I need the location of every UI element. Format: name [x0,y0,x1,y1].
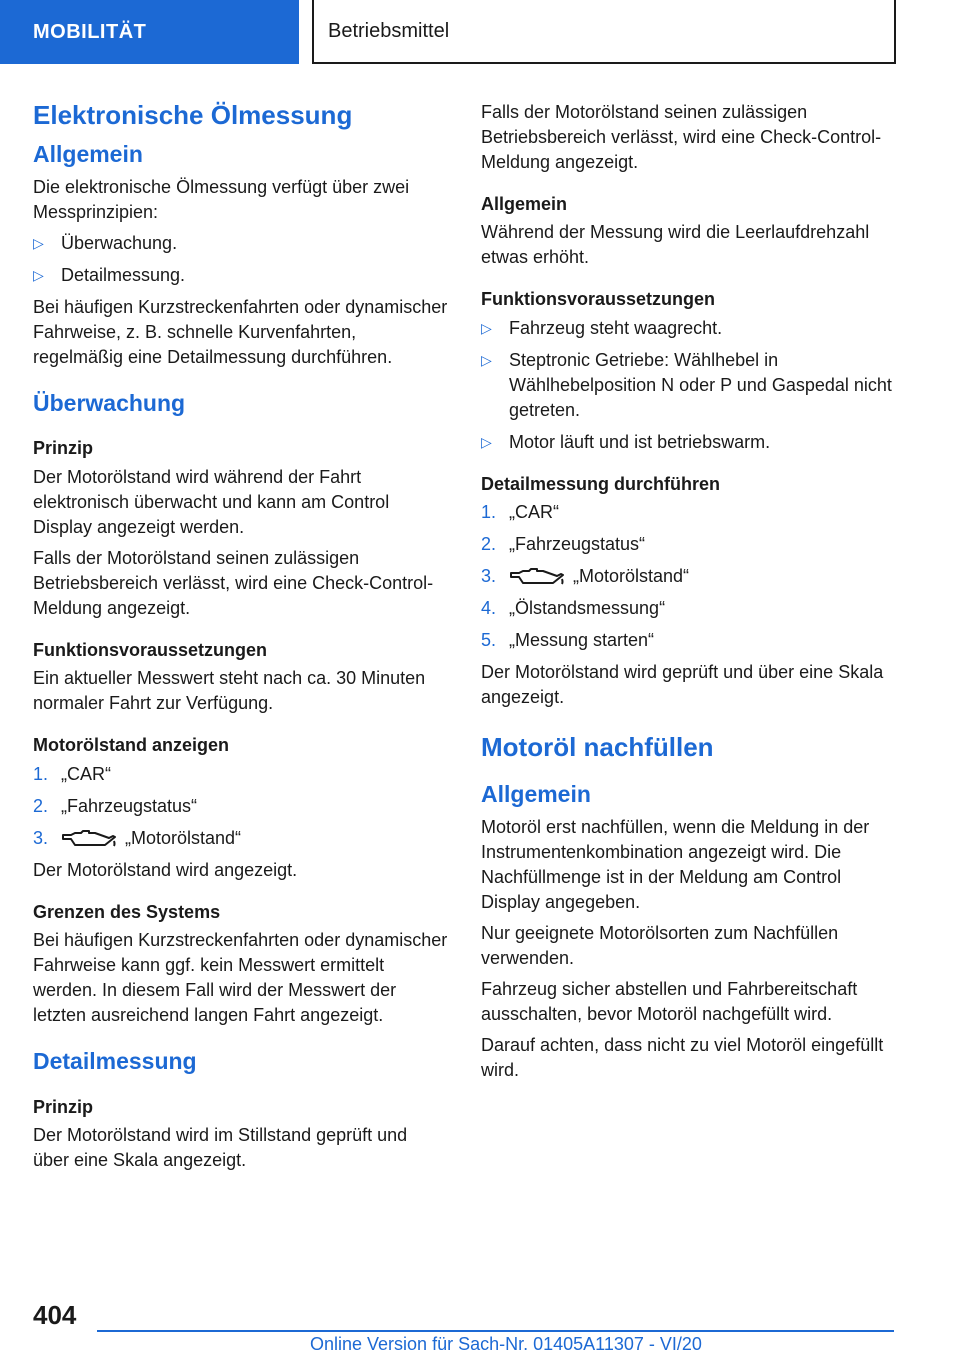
list-item: ▷ Motor läuft und ist betriebswarm. [481,430,899,455]
list-item: 3. „Motorölstand“ [481,566,690,587]
section-tab: MOBILITÄT [0,0,299,64]
list-item: ▷ Detailmessung. [33,263,448,288]
funktionsvoraussetzungen-list [481,316,899,455]
triangle-bullet-icon: ▷ [481,433,492,450]
list-item: 5. „Messung starten“ [481,630,655,651]
list-item: 1. „CAR“ [33,763,111,784]
heading-motoroelstand-anzeigen: Motorölstand anzeigen [33,735,230,756]
detail-steps [481,500,899,653]
prinzip-text-1: Der Motorölstand wird während der Fahrt elektronisch überwacht und kann am Control Display angezeigt werden. [33,466,390,537]
heading-funktionsvoraussetzungen: Funktionsvoraussetzungen [33,639,268,660]
heading-prinzip: Prinzip [33,438,94,459]
oil-can-icon [61,829,117,849]
nachfuellen-text-1: Motoröl erst nachfüllen, wenn die Meldung in der Instrumentenkombination angezeigt wird. Die Nachfüllmenge ist in der Meldung am Control Display angegeben. [481,816,870,912]
grenzen-text: Bei häufigen Kurzstreckenfahrten oder dynamischer Fahrweise kann ggf. kein Messwert ermittelt werden. In diesem Fall wird der Messwert der letzten ausreichend langen Fahrt angezeigt. [33,929,448,1025]
heading-detail-prinzip: Prinzip [33,1096,94,1117]
list-item: 4. „Ölstandsmessung“ [481,598,666,619]
page-title: Elektronische Ölmessung [33,100,353,130]
heading-allgemein: Allgemein [33,141,143,168]
triangle-bullet-icon: ▷ [33,266,44,283]
anzeigen-result: Der Motorölstand wird angezeigt. [33,859,298,880]
triangle-bullet-icon: ▷ [33,234,44,251]
nachfuellen-text-3: Fahrzeug sicher abstellen und Fahrbereitschaft ausschalten, bevor Motoröl nachgefüllt wird. [481,978,858,1024]
footer-online-version: Online Version für Sach-Nr. 01405A11307 - VI/20 [310,1334,702,1354]
prinzip-text-2: Falls der Motorölstand seinen zulässigen Betriebsbereich verlässt, wird eine Check-Control-Meldung angezeigt. [33,547,434,618]
nachfuellen-text-4: Darauf achten, dass nicht zu viel Motoröl eingefüllt wird. [481,1034,884,1080]
triangle-bullet-icon: ▷ [481,319,492,336]
heading-right-funktionsvoraussetzungen: Funktionsvoraussetzungen [481,289,716,310]
funktionsvoraussetzungen-text: Ein aktueller Messwert steht nach ca. 30 Minuten normaler Fahrt zur Verfügung. [33,668,426,714]
right-allgemein-text: Während der Messung wird die Leerlaufdrehzahl etwas erhöht. [481,222,870,268]
heading-ueberwachung: Überwachung [33,389,186,416]
list-item: 1. „CAR“ [481,502,559,523]
page-number: 404 [33,1300,77,1330]
oil-can-icon [509,567,565,587]
right-column [481,100,899,1089]
allgemein-note: Bei häufigen Kurzstreckenfahrten oder dynamischer Fahrweise, z. B. schnelle Kurvenfahrten, regelmäßig eine Detailmessung durchführen. [33,296,448,367]
nachfuellen-text-2: Nur geeignete Motorölsorten zum Nachfüllen verwenden. [481,922,839,968]
left-column [33,100,448,1179]
heading-nachfuellen-allgemein: Allgemein [481,781,591,808]
right-intro: Falls der Motorölstand seinen zulässigen Betriebsbereich verlässt, wird eine Check-Control-Meldung angezeigt. [481,102,882,172]
list-item: 3. „Motorölstand“ [33,827,242,848]
heading-detailmessung: Detailmessung [33,1047,197,1074]
detail-prinzip-text: Der Motorölstand wird im Stillstand geprüft und über eine Skala angezeigt. [33,1124,408,1170]
chapter-title: Betriebsmittel [312,0,896,64]
allgemein-intro: Die elektronische Ölmessung verfügt über zwei Messprinzipien: [33,176,410,222]
messprinzipien-list [33,231,448,288]
list-item: 2. „Fahrzeugstatus“ [481,534,646,555]
list-item: ▷ Überwachung. [33,231,448,256]
heading-motoroel-nachfuellen: Motoröl nachfüllen [481,732,714,763]
triangle-bullet-icon: ▷ [481,351,492,368]
heading-grenzen: Grenzen des Systems [33,901,221,922]
footer-divider [97,1330,894,1332]
list-item: ▷ Fahrzeug steht waagrecht. [481,316,899,341]
anzeigen-steps [33,762,448,851]
list-item: 2. „Fahrzeugstatus“ [33,795,198,816]
heading-right-allgemein: Allgemein [481,194,568,214]
list-item: ▷ Steptronic Getriebe: Wählhebel in Wählhebelposition N oder P und Gaspedal nicht getreten. [481,349,892,420]
detail-result: Der Motorölstand wird geprüft und über eine Skala angezeigt. [481,662,884,708]
heading-detailmessung-durchfuehren: Detailmessung durchführen [481,473,721,494]
